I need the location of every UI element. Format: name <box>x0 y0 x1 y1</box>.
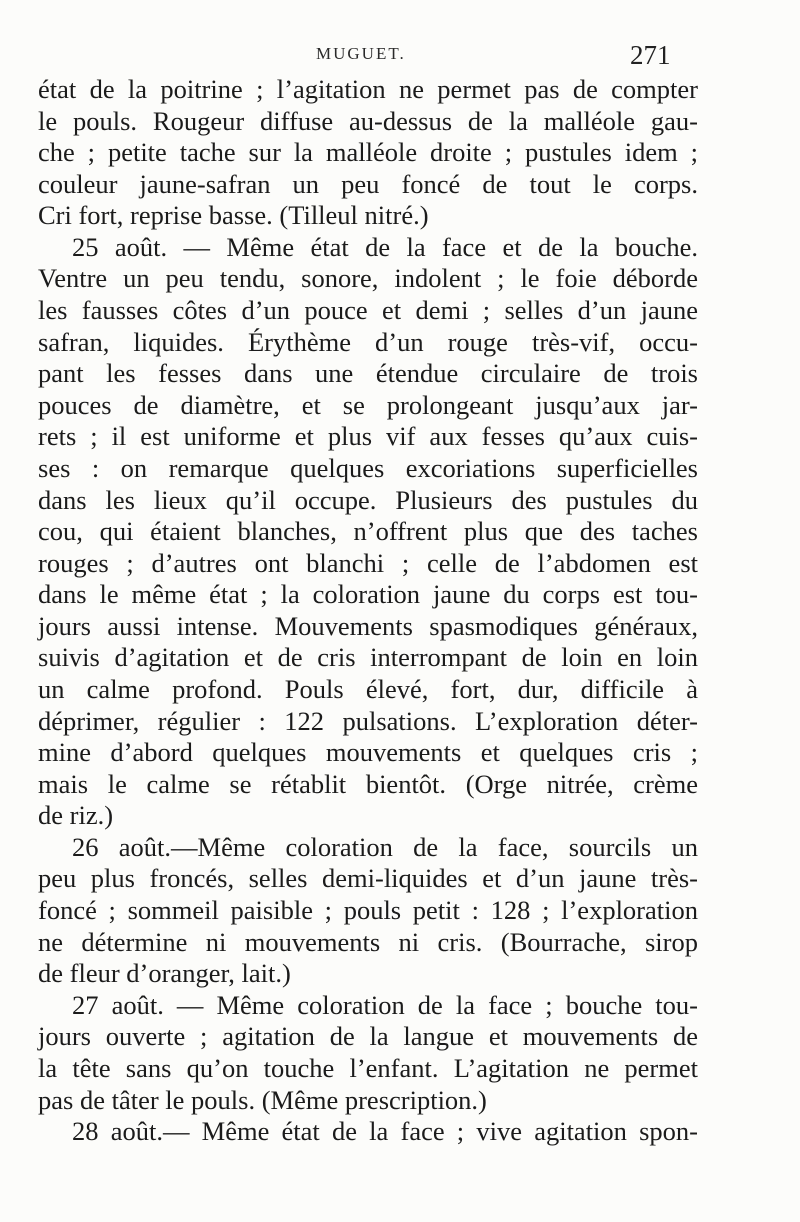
page-header <box>0 40 800 70</box>
text-line: Cri fort, reprise basse. (Tilleul nitré.) <box>38 200 429 231</box>
text-line: ses : on remarque quelques excoriations superficielles <box>38 452 698 483</box>
text-line: de fleur d’oranger, lait.) <box>38 958 291 989</box>
text-line: ne détermine ni mouvements ni cris. (Bourrache, sirop <box>38 926 698 957</box>
text-line: les fausses côtes d’un pouce et demi ; selles d’un jaune <box>38 295 698 326</box>
text-line: déprimer, régulier : 122 pulsations. L’exploration déter- <box>38 705 698 736</box>
text-line: rouges ; d’autres ont blanchi ; celle de l’abdomen est <box>38 547 698 578</box>
entry-26-aout: 26 août.—Même coloration de la face, sourcils un <box>72 831 698 862</box>
text-line: couleur jaune-safran un peu foncé de tout le corps. <box>38 168 698 199</box>
text-line: cou, qui étaient blanches, n’offrent plus que des taches <box>38 516 698 547</box>
text-line: pouces de diamètre, et se prolongeant jusqu’aux jar- <box>38 389 698 420</box>
body-text <box>38 74 698 1148</box>
text-line: dans les lieux qu’il occupe. Plusieurs des pustules du <box>38 484 698 515</box>
text-line: mine d’abord quelques mouvements et quelques cris ; <box>38 737 698 768</box>
text-line: peu plus froncés, selles demi-liquides et d’un jaune très- <box>38 863 698 894</box>
text-line: le pouls. Rougeur diffuse au-dessus de la malléole gau- <box>38 105 698 136</box>
running-head: MUGUET. <box>316 44 406 63</box>
text-line: suivis d’agitation et de cris interrompant de loin en loin <box>38 642 698 673</box>
text-line: un calme profond. Pouls élevé, fort, dur, difficile à <box>38 673 698 704</box>
text-line: Ventre un peu tendu, sonore, indolent ; le foie déborde <box>38 263 698 294</box>
text-line: état de la poitrine ; l’agitation ne permet pas de compter <box>38 74 698 104</box>
text-line: foncé ; sommeil paisible ; pouls petit : 128 ; l’exploration <box>38 895 698 926</box>
entry-25-aout: 25 août. — Même état de la face et de la bouche. <box>72 231 698 262</box>
page-number: 271 <box>630 40 671 70</box>
text-line: la tête sans qu’on touche l’enfant. L’agitation ne permet <box>38 1052 698 1083</box>
text-line: pas de tâter le pouls. (Même prescription.) <box>38 1084 487 1115</box>
text-line: pant les fesses dans une étendue circulaire de trois <box>38 358 698 389</box>
text-line: safran, liquides. Érythème d’un rouge très-vif, occu- <box>38 326 698 357</box>
text-line: de riz.) <box>38 800 114 831</box>
text-line: rets ; il est uniforme et plus vif aux fesses qu’aux cuis- <box>38 421 698 452</box>
text-line: dans le même état ; la coloration jaune du corps est tou- <box>38 579 698 610</box>
text-line: che ; petite tache sur la malléole droite ; pustules idem ; <box>38 137 698 168</box>
text-line: jours ouverte ; agitation de la langue et mouvements de <box>38 1021 698 1052</box>
text-line: jours aussi intense. Mouvements spasmodiques généraux, <box>38 610 698 641</box>
text-line: mais le calme se rétablit bientôt. (Orge nitrée, crème <box>38 768 698 799</box>
entry-28-aout: 28 août.— Même état de la face ; vive agitation spon- <box>72 1116 698 1147</box>
entry-27-aout: 27 août. — Même coloration de la face ; bouche tou- <box>72 989 698 1020</box>
